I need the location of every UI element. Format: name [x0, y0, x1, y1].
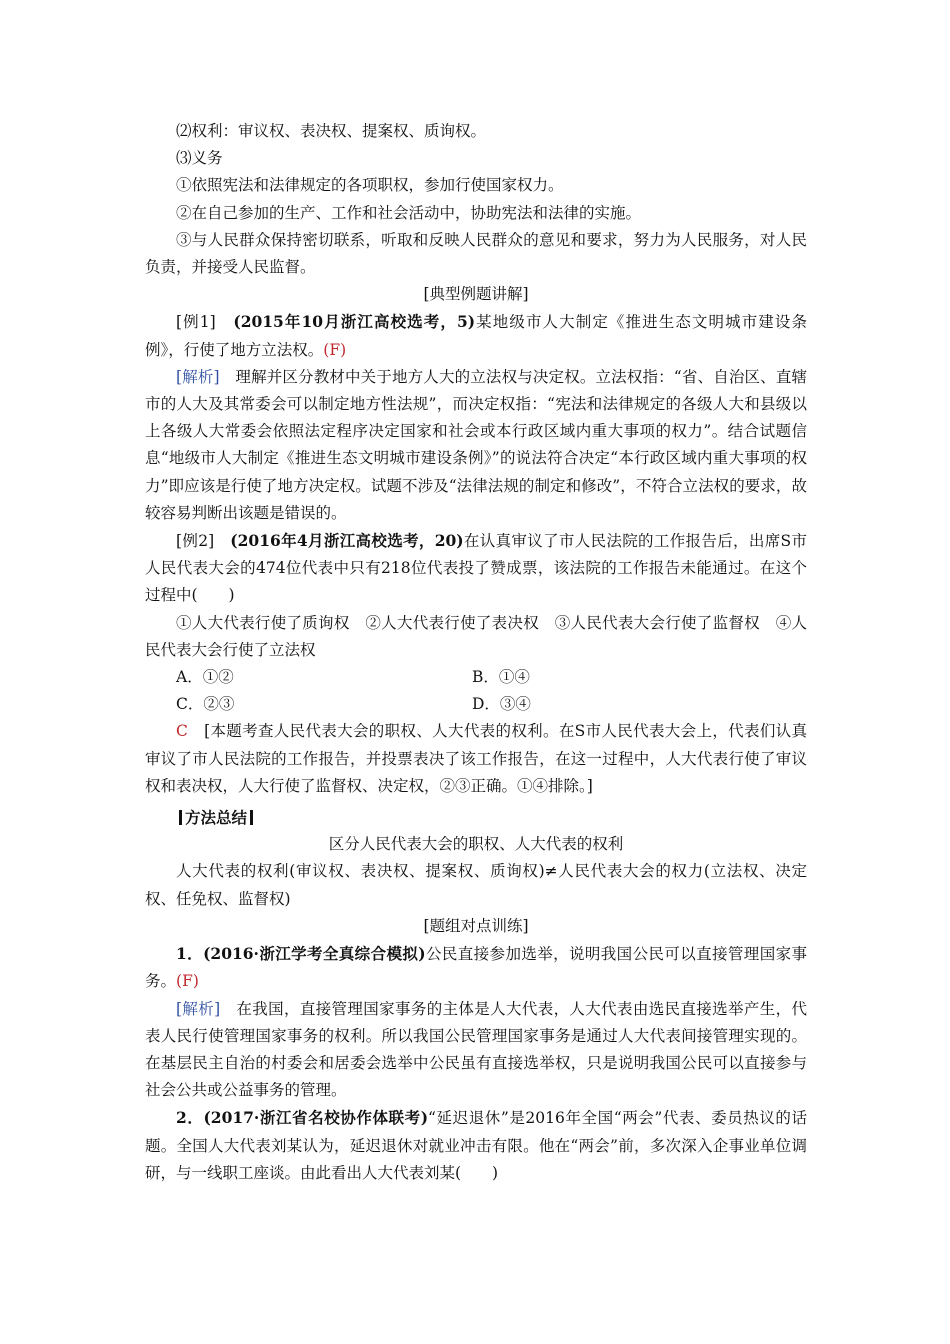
question-1-number: 1． [176, 944, 204, 964]
question-2-number: 2． [176, 1108, 204, 1128]
example-2-label: [例2] [176, 532, 215, 551]
question-1-analysis-text: 在我国，直接管理国家事务的主体是人大代表，人大代表由选民直接选举产生，代表人民行使管理国家事务的权利。所以我国公民管理国家事务是通过人大代表间接管理实现的。在基层民主自治的村委会和居委会选举中公民虽有直接选举权，只是说明我国公民可以直接参与社会公共或公益事务的管理。 [145, 999, 807, 1100]
analysis-label: [解析] [176, 367, 220, 386]
rights-line: ⑵权利：审议权、表决权、提案权、质询权。 [176, 122, 487, 140]
example-2 [145, 527, 807, 610]
example-2-explanation-text: [本题考查人民代表大会的职权、人大代表的权利。在S市人民代表大会上，代表们认真审议了市人民法院的工作报告，并投票表决了该工作报告，在这一过程中，人大代表行使了审议权和表决权，人大行使了监督权、决定权，②③正确。①④排除。] [145, 722, 807, 795]
option-b: B．①④ [472, 668, 530, 687]
analysis-label: [解析] [176, 999, 221, 1018]
question-1-answer: (F) [176, 972, 199, 991]
example-1-source: (2015年10月浙江高校选考，5) [233, 312, 476, 332]
example-2-source: (2016年4月浙江高校选考，20) [230, 531, 464, 551]
question-2-source: (2017·浙江省名校协作体联考) [203, 1108, 429, 1128]
question-1-source: (2016·浙江学考全真综合模拟) [203, 944, 426, 964]
example-2-statements: ①人大代表行使了质询权 ②人大代表行使了表决权 ③人民代表大会行使了监督权 ④人民代表大会行使了立法权 [145, 613, 807, 659]
example-2-explanation [145, 718, 807, 800]
example-1-analysis-text: 理解并区分教材中关于地方人大的立法权与决定权。立法权指：“省、自治区、直辖市的人大及其常委会可以制定地方性法规”，而决定权指：“宪法和法律规定的各级人大和县级以上各级人大常委会依照法定程序决定国家和社会或本行政区域内重大事项的权力”。结合试题信息“地级市人大制定《推进生态文明城市建设条例》”的说法符合决定“本行政区域内重大事项的权力”即应该是行使了地方决定权。试题不涉及“法律法规的制定和修改”，不符合立法权的要求，故较容易判断出该题是错误的。 [145, 367, 807, 522]
duty-2: ②在自己参加的生产、工作和社会活动中，协助宪法和法律的实施。 [176, 203, 642, 222]
method-summary-text: 方法总结 [185, 808, 248, 828]
example-1-label: [例1] [176, 313, 216, 332]
example-1-answer: (F) [323, 340, 347, 359]
question-1-text: 公民直接参加选举，说明我国公民可以直接管理国家事务。 [145, 945, 807, 991]
question-1-analysis [145, 996, 807, 1105]
duty-3: ③与人民群众保持密切联系，听取和反映人民群众的意见和要求，努力为人民服务，对人民负责，并接受人民监督。 [145, 230, 807, 277]
method-summary-label [145, 804, 807, 831]
example-2-text: 在认真审议了市人民法院的工作报告后，出席S市人民代表大会的474位代表中只有218位代表投了赞成票，该法院的工作报告未能通过。在这个过程中( ) [145, 532, 807, 605]
question-1 [145, 940, 807, 995]
option-a: A．①② [176, 668, 234, 687]
section-title-examples: [典型例题讲解] [423, 285, 529, 304]
example-1-text: 某地级市人大制定《推进生态文明城市建设条例》，行使了地方立法权。 [145, 313, 807, 359]
document-page [145, 118, 807, 1187]
method-title: 区分人民代表大会的职权、人大代表的权利 [328, 835, 624, 854]
method-text: 人大代表的权利(审议权、表决权、提案权、质询权)≠人民代表大会的权力(立法权、决定权、任免权、监督权) [145, 862, 807, 908]
option-d: D．③④ [472, 695, 531, 714]
example-1 [145, 308, 807, 363]
example-1-analysis [145, 364, 807, 527]
example-2-answer: C [176, 722, 188, 741]
duty-1: ①依照宪法和法律规定的各项职权，参加行使国家权力。 [176, 176, 564, 195]
question-2 [145, 1104, 807, 1187]
duties-title: ⑶义务 [176, 149, 223, 168]
options-row-2 [145, 691, 807, 718]
bar-right-icon [250, 810, 253, 825]
section-title-practice: [题组对点训练] [423, 916, 529, 935]
bar-left-icon [179, 810, 182, 825]
options-row-1 [145, 664, 807, 691]
question-2-text: “延迟退休”是2016年全国“两会”代表、委员热议的话题。全国人大代表刘某认为，延迟退休对就业冲击有限。他在“两会”前，多次深入企事业单位调研，与一线职工座谈。由此看出人大代表刘某( ) [145, 1109, 807, 1182]
option-c: C．②③ [176, 695, 235, 714]
